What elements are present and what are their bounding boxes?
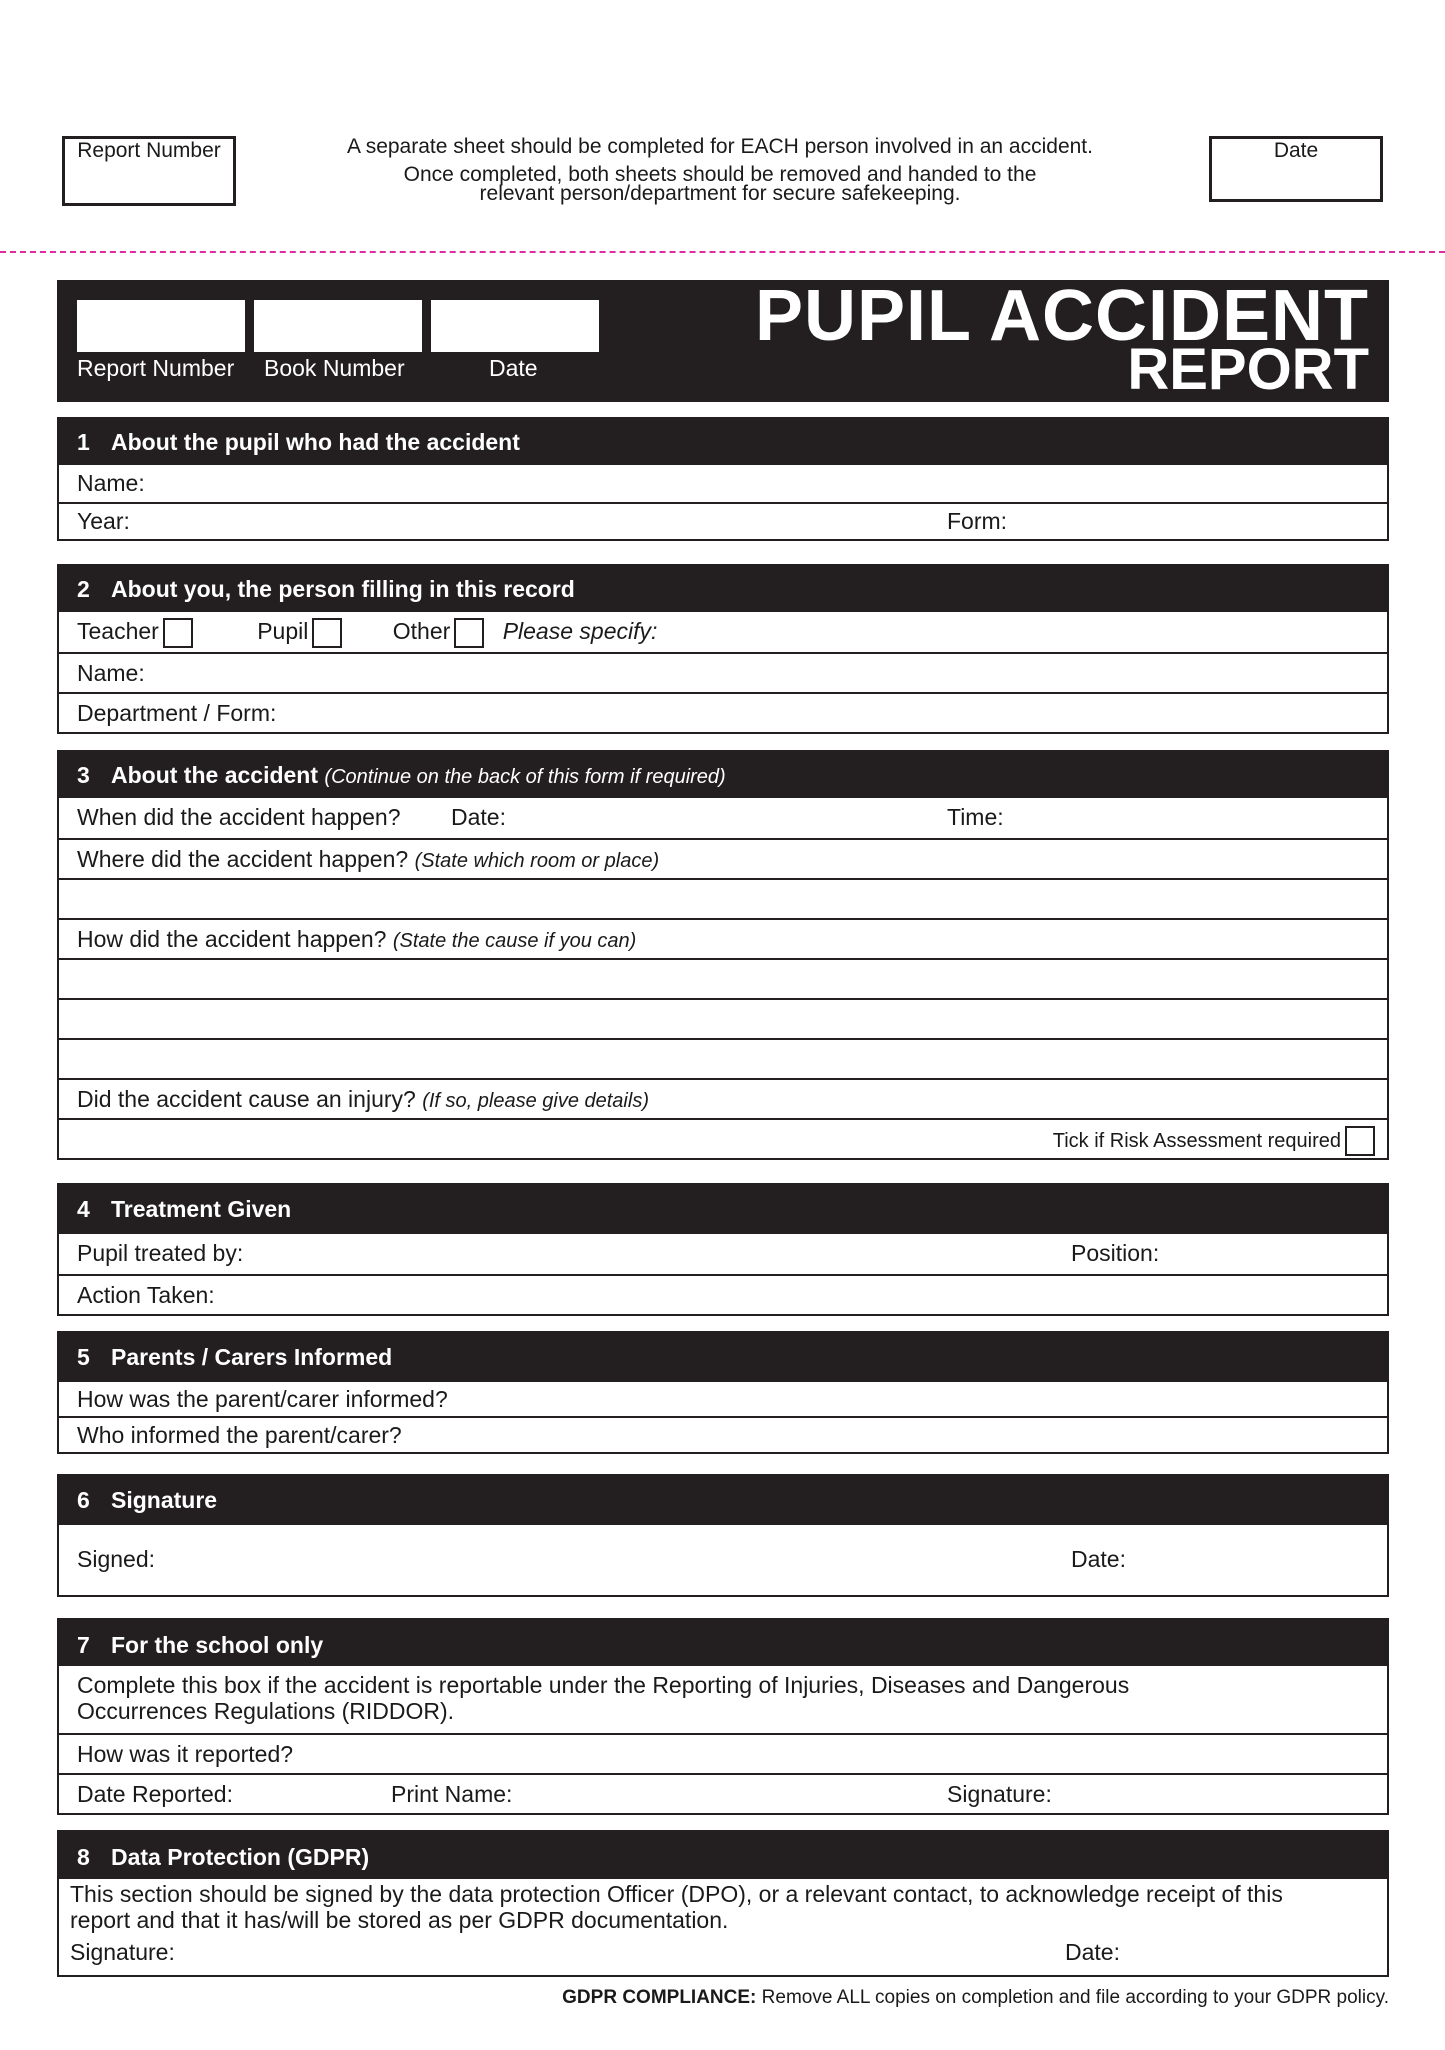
section-title: Parents / Carers Informed <box>111 1344 393 1370</box>
note-line-2: Once completed, both sheets should be removed and handed to the <box>403 163 1037 186</box>
note-line-1: A separate sheet should be completed for EACH person involved in an accident. <box>347 135 1093 158</box>
top-date-box[interactable] <box>1209 136 1383 202</box>
accident-time-field[interactable]: Time: <box>947 804 1004 830</box>
treated-by-row <box>59 1234 1387 1274</box>
field-note: (If so, please give details) <box>422 1090 649 1112</box>
field-label: How did the accident happen? <box>77 926 387 952</box>
section-title: About the accident <box>111 762 319 788</box>
section-number: 2 <box>77 576 90 602</box>
section-number: 8 <box>77 1844 90 1870</box>
other-checkbox[interactable] <box>454 618 484 648</box>
section-pupil <box>57 417 1389 541</box>
page-title: PUPIL ACCIDENT <box>754 276 1369 356</box>
how-line[interactable] <box>59 958 1387 998</box>
field-label: How was it reported? <box>77 1741 294 1767</box>
role-row <box>59 612 1387 652</box>
section-number: 7 <box>77 1632 90 1658</box>
when-row <box>59 798 1387 838</box>
header-date-field[interactable] <box>431 300 599 352</box>
gdpr-date-field[interactable]: Date: <box>1065 1939 1120 1965</box>
accident-date-field[interactable]: Date: <box>451 804 506 830</box>
section-5-header <box>59 1333 1387 1382</box>
section-6-header <box>59 1476 1387 1525</box>
section-title: Data Protection (GDPR) <box>111 1844 370 1870</box>
section-1-header <box>59 419 1387 465</box>
book-number-label: Book Number <box>264 355 405 381</box>
field-label: Name: <box>77 660 145 686</box>
where-line[interactable] <box>59 878 1387 918</box>
gdpr-line-1: This section should be signed by the data protection Officer (DPO), or a relevant contact, to acknowledge receipt of this <box>70 1881 1283 1907</box>
section-2-header <box>59 566 1387 612</box>
report-details-row <box>59 1773 1387 1813</box>
header-date-label: Date <box>489 355 538 381</box>
signed-field[interactable]: Signed: <box>77 1546 156 1572</box>
print-name-field[interactable]: Print Name: <box>391 1781 513 1807</box>
section-3-header <box>59 752 1387 798</box>
instruction-note <box>300 136 1140 205</box>
how-line[interactable] <box>59 998 1387 1038</box>
book-number-field[interactable] <box>254 300 422 352</box>
section-signature <box>57 1474 1389 1597</box>
field-label: Name: <box>77 470 145 496</box>
gdpr-line-2: report and that it has/will be stored as per GDPR documentation. <box>70 1907 729 1933</box>
who-informed-field[interactable] <box>59 1416 1387 1452</box>
gdpr-text <box>59 1879 1387 1935</box>
report-number-field[interactable] <box>77 300 245 352</box>
section-number: 6 <box>77 1487 90 1513</box>
section-number: 5 <box>77 1344 90 1370</box>
please-specify-field[interactable]: Please specify: <box>502 618 658 644</box>
field-label: Department / Form: <box>77 700 277 726</box>
section-number: 3 <box>77 762 90 788</box>
school-signature-field[interactable]: Signature: <box>947 1781 1052 1807</box>
reporter-name-field[interactable] <box>59 652 1387 692</box>
how-informed-field[interactable] <box>59 1382 1387 1416</box>
how-line[interactable] <box>59 1038 1387 1078</box>
field-label: Did the accident cause an injury? <box>77 1086 416 1112</box>
section-parents <box>57 1331 1389 1454</box>
teacher-checkbox[interactable] <box>163 618 193 648</box>
pupil-checkbox[interactable] <box>312 618 342 648</box>
where-field[interactable] <box>59 838 1387 878</box>
riddor-text <box>59 1666 1387 1733</box>
riddor-line-2: Occurrences Regulations (RIDDOR). <box>77 1698 455 1724</box>
section-school-only <box>57 1618 1389 1815</box>
date-reported-field[interactable]: Date Reported: <box>77 1781 233 1807</box>
department-form-field[interactable] <box>59 692 1387 732</box>
field-label: Year: <box>77 508 130 534</box>
risk-assessment-checkbox[interactable] <box>1345 1126 1375 1156</box>
field-label: Action Taken: <box>77 1282 215 1308</box>
other-label: Other <box>392 618 451 644</box>
field-note: (State the cause if you can) <box>392 930 637 952</box>
note-line-3: relevant person/department for secure safekeeping. <box>479 182 961 205</box>
page-subtitle: REPORT <box>1127 337 1369 402</box>
riddor-line-1: Complete this box if the accident is reportable under the Reporting of Injuries, Diseases and Dangerous <box>77 1672 1130 1698</box>
gdpr-signature-field[interactable]: Signature: <box>70 1939 175 1965</box>
section-8-header <box>59 1832 1387 1879</box>
risk-row <box>59 1118 1387 1158</box>
field-label: Where did the accident happen? <box>77 846 409 872</box>
field-label: How was the parent/carer informed? <box>77 1386 448 1412</box>
treated-by-field[interactable]: Pupil treated by: <box>77 1240 244 1266</box>
how-field[interactable] <box>59 918 1387 958</box>
signed-row <box>59 1525 1387 1595</box>
section-number: 4 <box>77 1196 90 1222</box>
section-accident <box>57 750 1389 1160</box>
section-reporter <box>57 564 1389 734</box>
action-taken-field[interactable] <box>59 1274 1387 1314</box>
field-label: Who informed the parent/carer? <box>77 1422 402 1448</box>
section-7-header <box>59 1620 1387 1666</box>
section-treatment <box>57 1183 1389 1316</box>
how-reported-field[interactable] <box>59 1733 1387 1773</box>
section-title: About you, the person filling in this record <box>111 576 575 602</box>
injury-field[interactable] <box>59 1078 1387 1118</box>
tear-line <box>0 251 1445 253</box>
section-4-header <box>59 1185 1387 1234</box>
report-number-label: Report Number <box>77 355 235 381</box>
gdpr-footer <box>562 1987 1389 2009</box>
gdpr-signature-row <box>59 1935 1387 1975</box>
field-label: When did the accident happen? <box>77 804 401 830</box>
section-title: Signature <box>111 1487 218 1513</box>
teacher-label: Teacher <box>77 618 159 644</box>
top-report-number-box[interactable] <box>62 136 236 206</box>
section-title: About the pupil who had the accident <box>111 429 520 455</box>
position-field[interactable]: Position: <box>1071 1240 1160 1266</box>
section-title: Treatment Given <box>111 1196 292 1222</box>
signature-date-field[interactable]: Date: <box>1071 1546 1126 1572</box>
header-banner <box>57 276 1389 402</box>
pupil-name-field[interactable] <box>59 465 1387 502</box>
pupil-year-row[interactable] <box>59 502 1387 539</box>
section-gdpr <box>57 1830 1389 1977</box>
field-note: (State which room or place) <box>414 850 660 872</box>
pupil-form-field[interactable]: Form: <box>947 508 1008 534</box>
pupil-label: Pupil <box>257 618 309 644</box>
top-report-number-label: Report Number <box>77 139 221 162</box>
section-title: For the school only <box>111 1632 324 1658</box>
top-date-label: Date <box>1273 139 1319 162</box>
section-number: 1 <box>77 429 90 455</box>
risk-assessment-label: Tick if Risk Assessment required <box>1052 1130 1341 1152</box>
footer-bold: GDPR COMPLIANCE: <box>562 1987 757 2008</box>
section-note: (Continue on the back of this form if required) <box>324 766 726 788</box>
footer-text: Remove ALL copies on completion and file according to your GDPR policy. <box>756 1987 1389 2008</box>
